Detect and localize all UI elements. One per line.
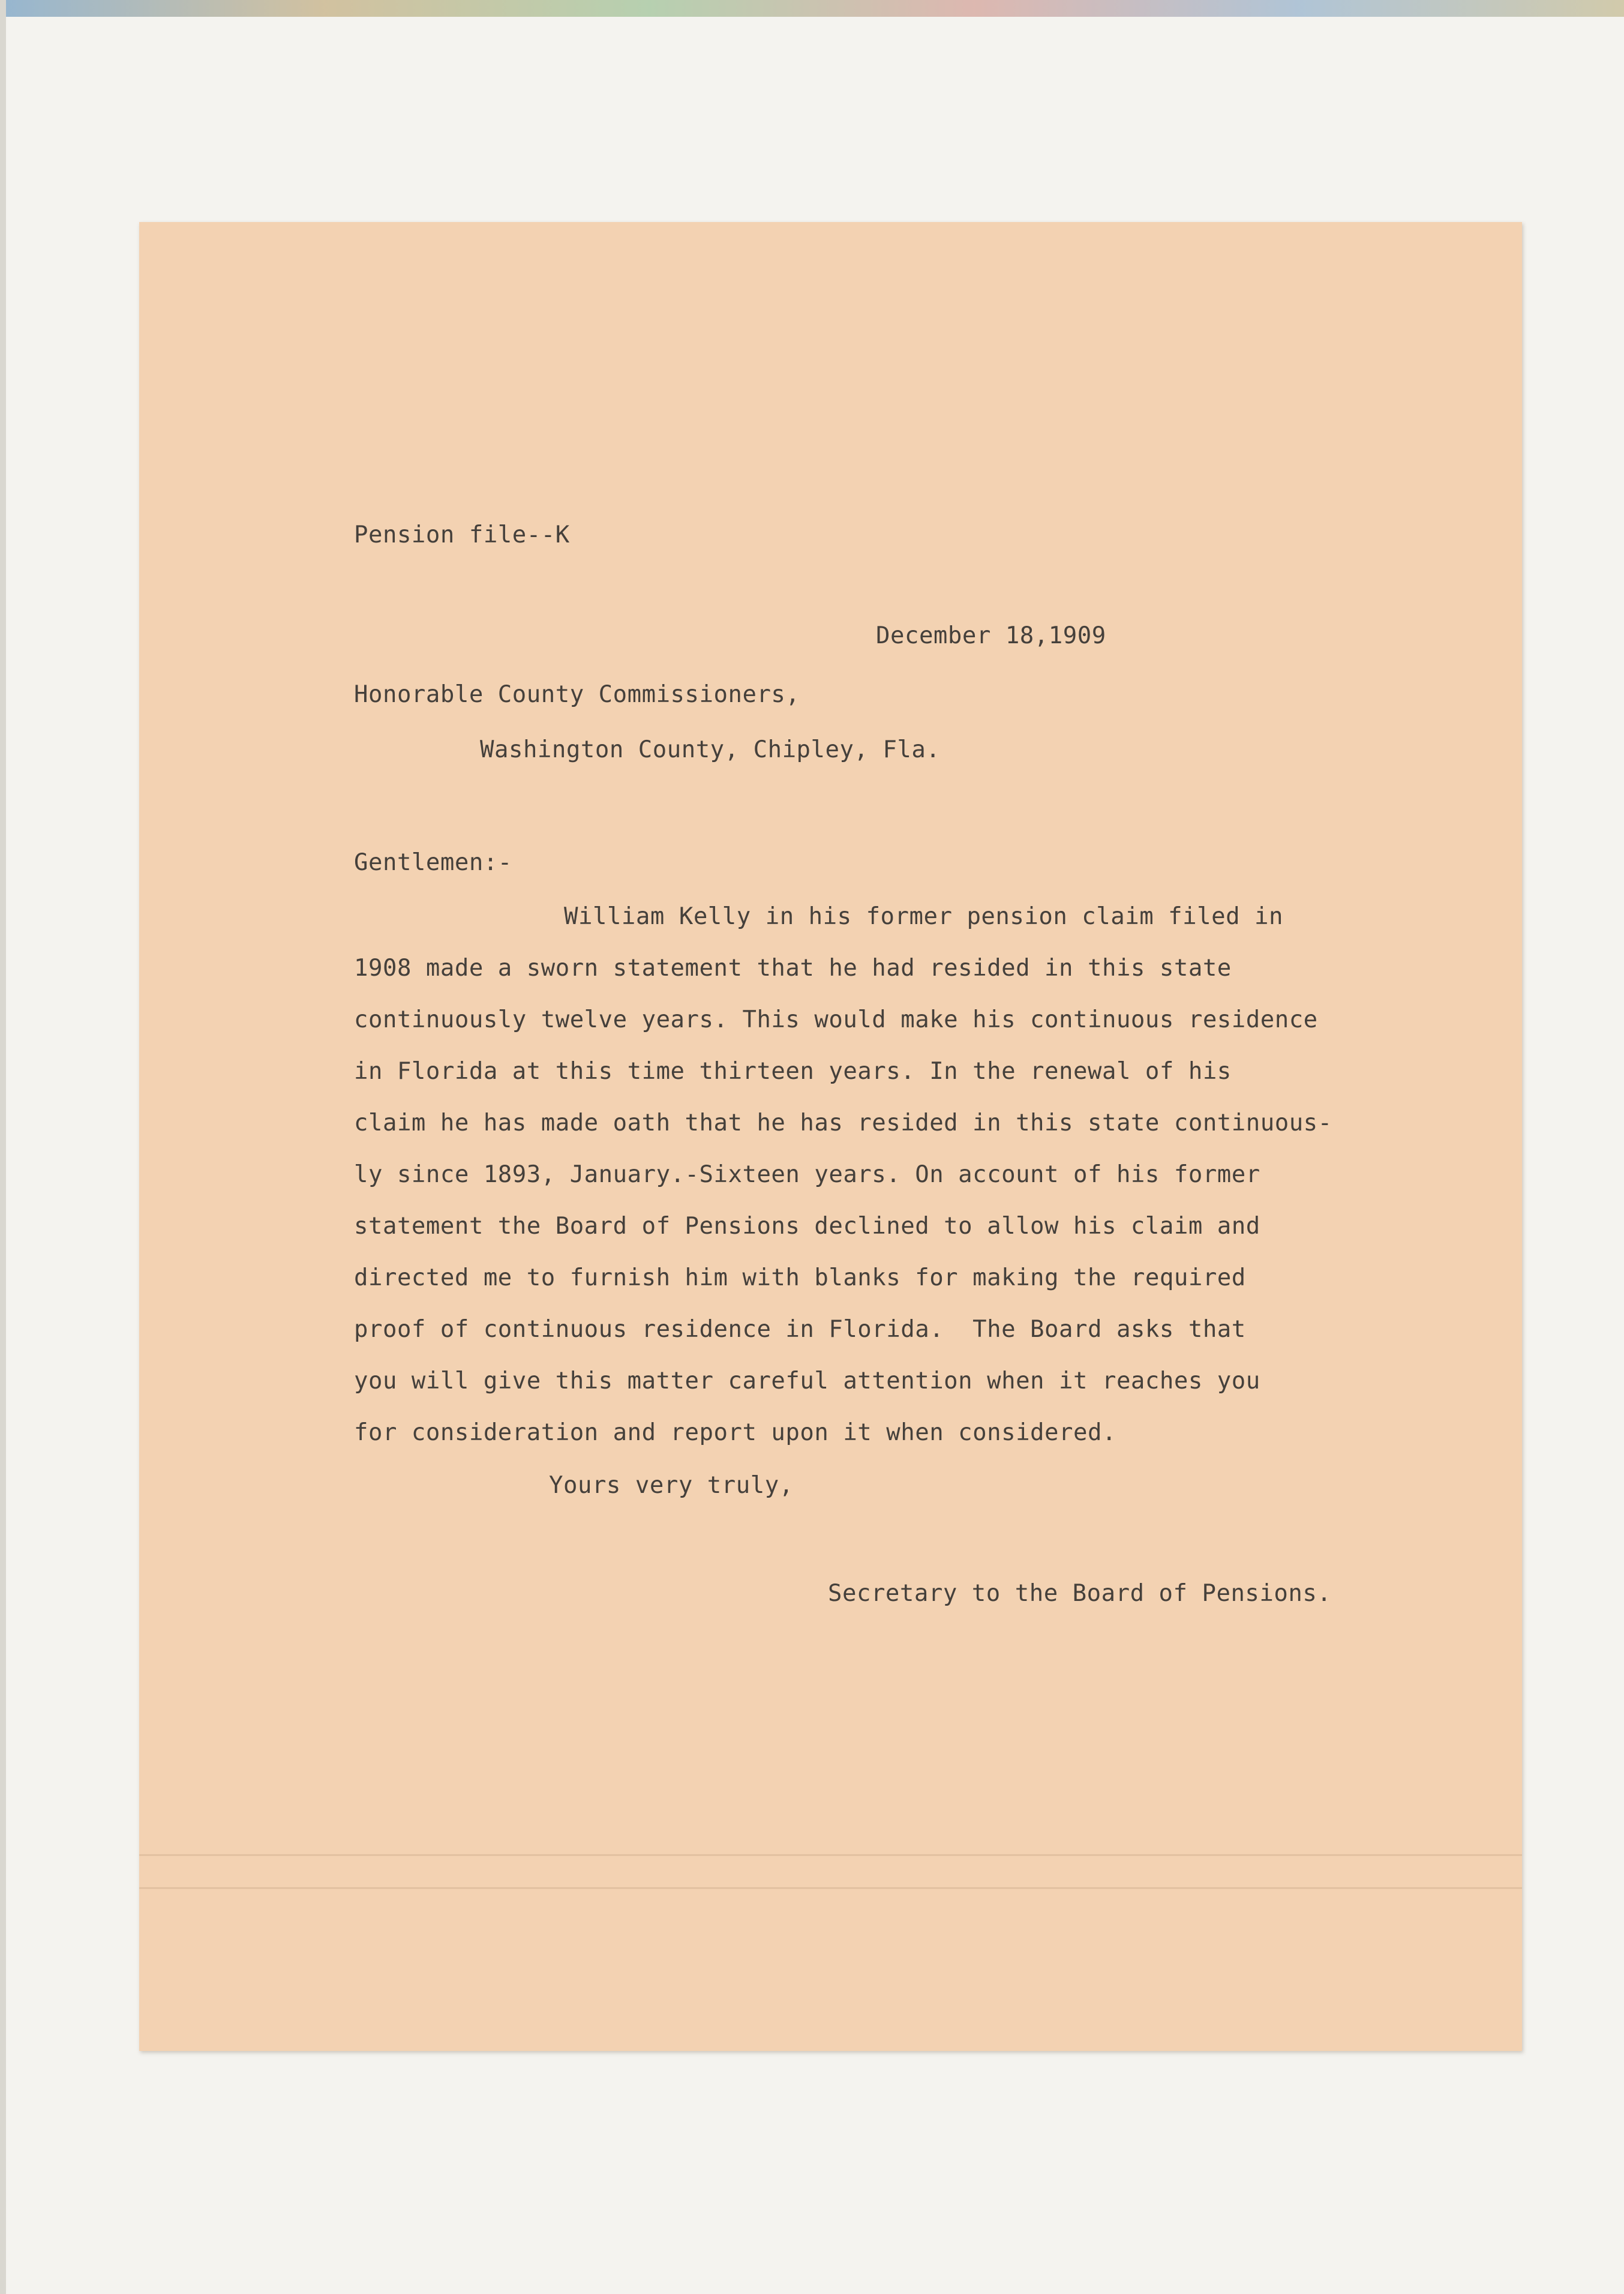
body-line: in Florida at this time thirteen years. In the renewal of his <box>354 1058 1232 1085</box>
letter-sheet <box>139 222 1522 2051</box>
body-line: statement the Board of Pensions declined to allow his claim and <box>354 1213 1260 1240</box>
body-line: ly since 1893, January.-Sixteen years. On account of his former <box>354 1161 1260 1188</box>
scan-top-edge <box>0 0 1624 17</box>
body-line: you will give this matter careful attention when it reaches you <box>354 1368 1260 1395</box>
file-reference: Pension file--K <box>354 521 570 548</box>
recipient-line-2: Washington County, Chipley, Fla. <box>480 736 941 763</box>
salutation: Gentlemen:- <box>354 849 512 876</box>
fold-line <box>139 1854 1522 1856</box>
letter-date: December 18,1909 <box>876 622 1106 649</box>
fold-line <box>139 1887 1522 1889</box>
body-line: directed me to furnish him with blanks for making the required <box>354 1264 1246 1291</box>
signature-title: Secretary to the Board of Pensions. <box>828 1580 1332 1607</box>
body-line: proof of continuous residence in Florida. The Board asks that <box>354 1316 1246 1343</box>
body-line: for consideration and report upon it when considered. <box>354 1419 1116 1446</box>
closing: Yours very truly, <box>549 1472 794 1499</box>
body-line: continuously twelve years. This would make his continuous residence <box>354 1006 1318 1033</box>
body-line: 1908 made a sworn statement that he had resided in this state <box>354 955 1232 982</box>
recipient-line-1: Honorable County Commissioners, <box>354 681 800 708</box>
body-line: William Kelly in his former pension claim filed in <box>564 903 1283 930</box>
scan-left-edge <box>0 0 6 2294</box>
body-line: claim he has made oath that he has resided in this state continuous- <box>354 1109 1332 1136</box>
